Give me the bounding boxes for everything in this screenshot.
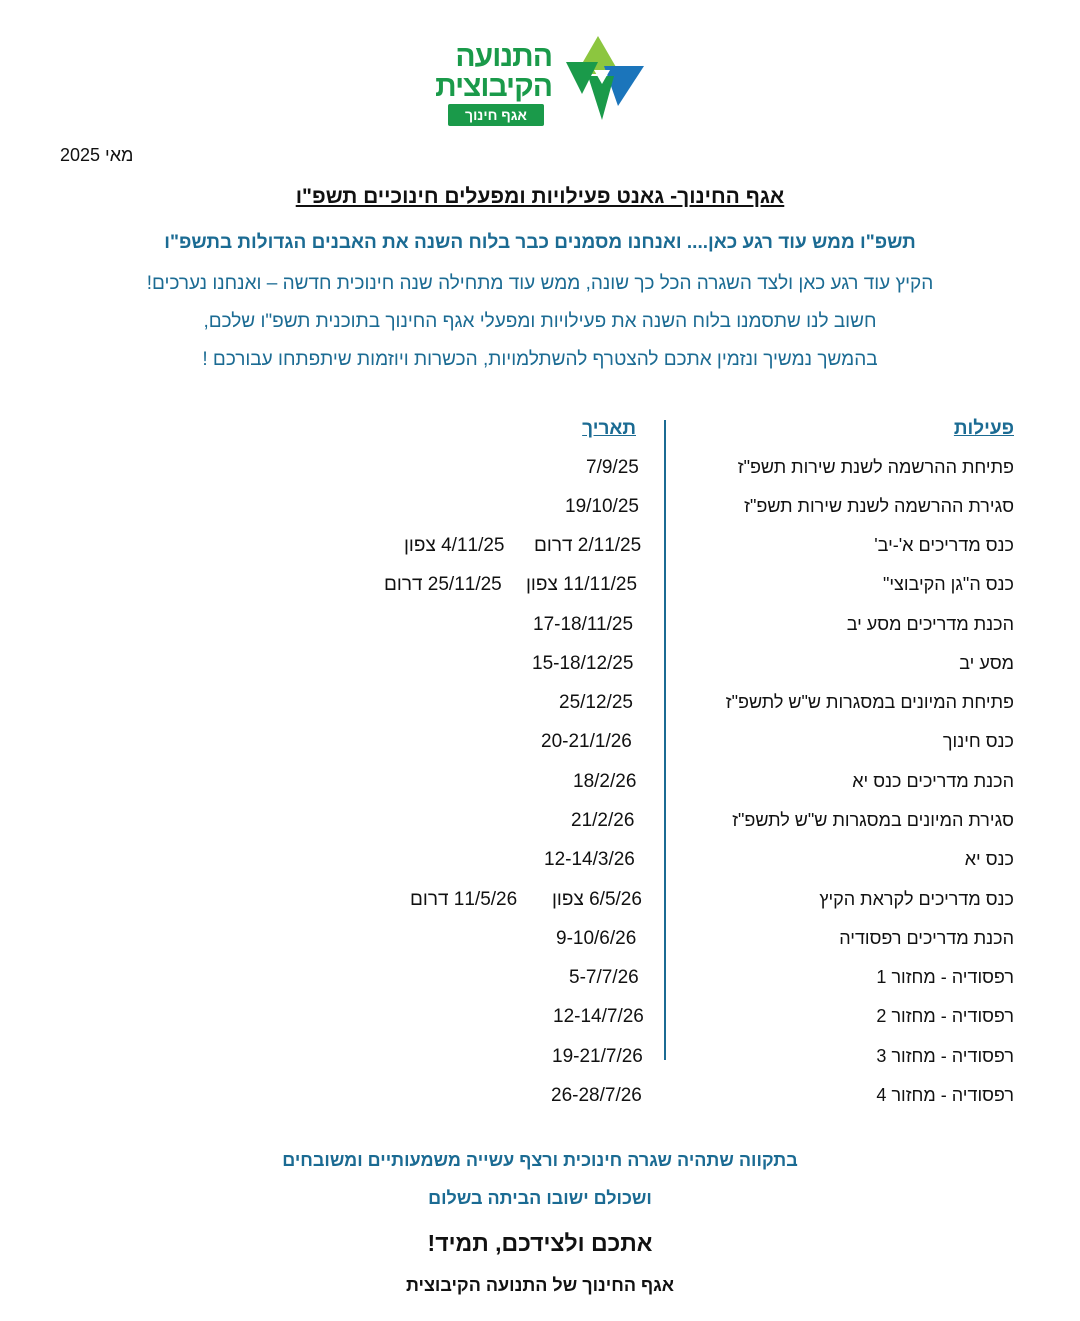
activity-cell: כנס מדריכים א'-יב'	[874, 535, 1014, 555]
intro-line-2: חשוב לנו שתסמנו בלוח השנה את פעילויות ומפעלי אגף החינוך בתוכנית תשפ"ו שלכם,	[203, 311, 877, 332]
date-cell: 12-14/3/26	[544, 849, 635, 870]
star-emblem-icon	[558, 36, 644, 120]
closing-line-1: בתקווה שתהיה שגרה חינוכית ורצף עשייה משמעותיים ומשובחים	[282, 1150, 798, 1170]
table-row	[0, 457, 1080, 496]
activity-cell: כנס ה"גן הקיבוצי"	[882, 574, 1014, 594]
date-extra-cell: 25/11/25 דרום	[384, 574, 502, 595]
table-row	[0, 653, 1080, 692]
table-row	[0, 967, 1080, 1006]
intro-line-3: בהמשך נמשיך ונזמין אתכם להצטרף להשתלמויות, הכשרות ויוזמות שיתפתחו עבורכם !	[202, 349, 878, 370]
organization-logo	[435, 36, 646, 130]
date-cell: 12-14/7/26	[553, 1006, 644, 1027]
date-cell: 9-10/6/26	[556, 928, 637, 949]
table-row	[0, 1006, 1080, 1045]
intro-line-1: הקיץ עוד רגע כאן ולצד השגרה הכל כך שונה, ממש עוד מתחילה שנה חינוכית חדשה – ואנחנו נערכים!	[146, 273, 934, 294]
date-extra-cell: 11/5/26 דרום	[410, 889, 518, 910]
table-row	[0, 928, 1080, 967]
activity-cell: רפסודיה - מחזור 1	[876, 967, 1014, 987]
logo-line-1: התנועה	[455, 40, 552, 73]
table-row	[0, 535, 1080, 574]
table-row	[0, 889, 1080, 928]
page-title: אגף החינוך- גאנט פעילויות ומפעלים חינוכיים תשפ"ו	[295, 185, 785, 208]
table-row	[0, 771, 1080, 810]
date-cell: 2/11/25 דרום	[534, 535, 642, 556]
date-cell: 5-7/7/26	[569, 967, 639, 988]
activity-cell: פתיחת המיונים במסגרות ש"ש לתשפ"ז	[725, 692, 1014, 712]
activity-cell: רפסודיה - מחזור 4	[876, 1085, 1014, 1105]
table-row	[0, 1085, 1080, 1124]
activity-cell: סגירת המיונים במסגרות ש"ש לתשפ"ז	[732, 810, 1014, 830]
activity-cell: כנס מדריכים לקראת הקיץ	[819, 889, 1014, 909]
date-cell: 7/9/25	[586, 457, 639, 478]
activity-cell: פתיחת ההרשמה לשנת שירות תשפ"ז	[737, 457, 1014, 477]
date-cell: 19/10/25	[565, 496, 639, 517]
logo-line-2: הקיבוצית	[435, 70, 552, 103]
activity-cell: רפסודיה - מחזור 3	[876, 1046, 1014, 1066]
date-cell: 18/2/26	[573, 771, 637, 792]
closing-slogan: אתכם ולצידכם, תמיד!	[427, 1230, 653, 1256]
activity-cell: רפסודיה - מחזור 2	[876, 1006, 1014, 1026]
activity-cell: הכנת מדריכים מסע יב	[846, 614, 1014, 634]
logo-tag: אגף חינוך	[448, 104, 544, 126]
table-row	[0, 614, 1080, 653]
table-row	[0, 574, 1080, 613]
closing-line-2: ושכולם ישובו הביתה בשלום	[428, 1188, 652, 1208]
table-row	[0, 810, 1080, 849]
date-cell: 6/5/26 צפון	[552, 889, 642, 910]
date-cell: 15-18/12/25	[532, 653, 634, 674]
activity-cell: הכנת מדריכים כנס יא	[852, 771, 1014, 791]
date-cell: 26-28/7/26	[551, 1085, 642, 1106]
date-cell: 19-21/7/26	[552, 1046, 643, 1067]
activity-cell: כנס חינוך	[942, 731, 1014, 751]
date-cell: 21/2/26	[571, 810, 635, 831]
date-cell: 20-21/1/26	[541, 731, 632, 752]
table-row	[0, 849, 1080, 888]
table-row	[0, 496, 1080, 535]
date-cell: 11/11/25 צפון	[526, 574, 638, 595]
closing-signature: אגף החינוך של התנועה הקיבוצית	[405, 1275, 675, 1295]
document-date: מאי 2025	[60, 145, 134, 165]
activity-cell: מסע יב	[959, 653, 1014, 673]
date-extra-cell: 4/11/25 צפון	[404, 535, 505, 556]
table-row	[0, 1046, 1080, 1085]
column-header-activity: פעילות	[953, 418, 1014, 439]
activity-cell: סגירת ההרשמה לשנת שירות תשפ"ז	[744, 496, 1014, 516]
date-cell: 25/12/25	[559, 692, 633, 713]
activity-cell: כנס יא	[964, 849, 1014, 869]
subtitle: תשפ"ו ממש עוד רגע כאן.... ואנחנו מסמנים כבר בלוח השנה את האבנים הגדולות בתשפ"ו	[164, 232, 916, 253]
date-cell: 17-18/11/25	[533, 614, 634, 635]
activity-cell: הכנת מדריכים רפסודיה	[839, 928, 1014, 948]
table-row	[0, 731, 1080, 770]
column-header-date: תאריך	[582, 418, 636, 439]
table-row	[0, 692, 1080, 731]
